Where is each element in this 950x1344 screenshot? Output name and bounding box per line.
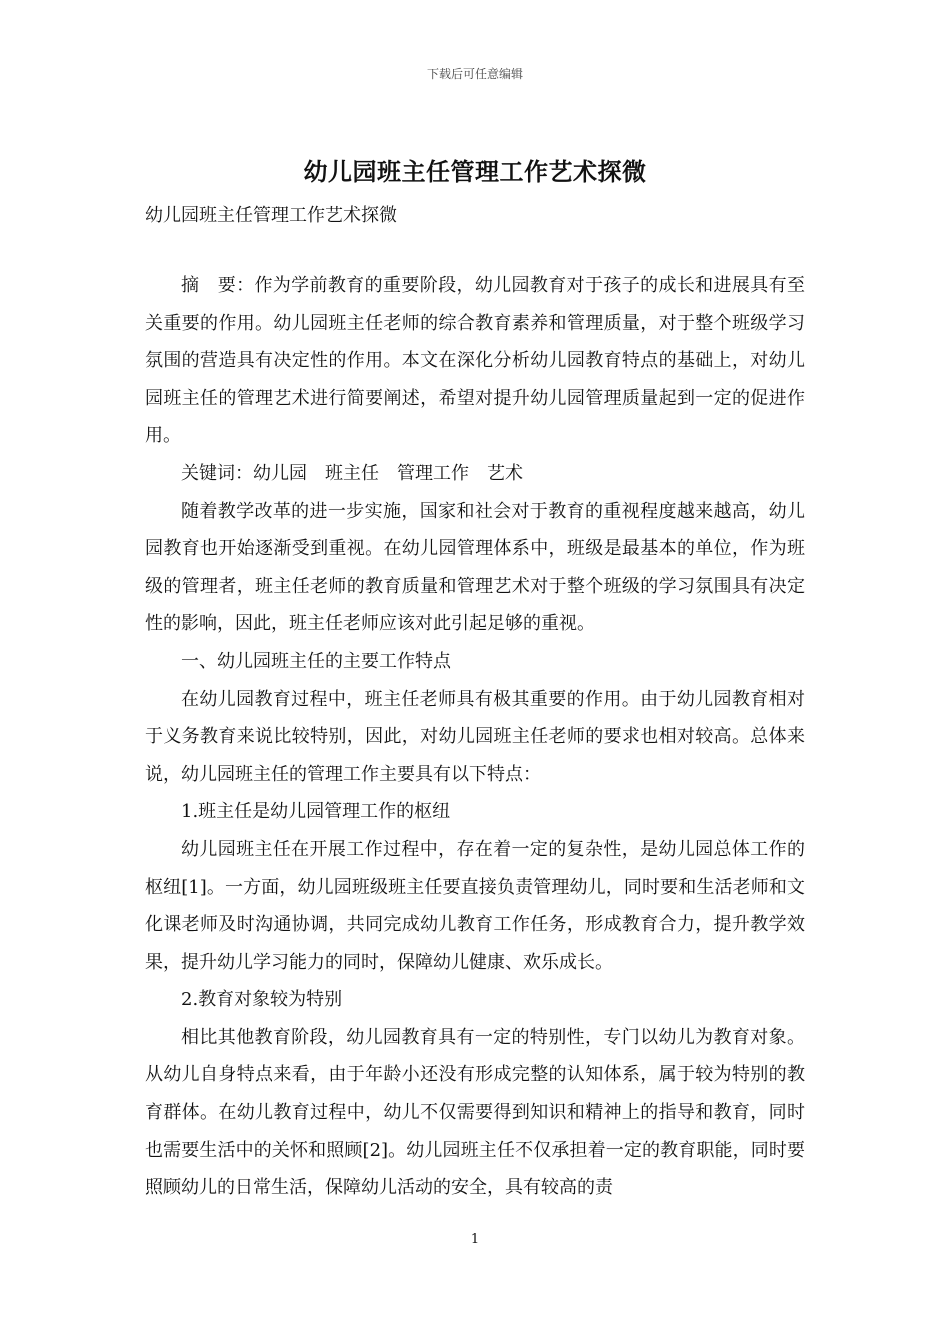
body-paragraph: 在幼儿园教育过程中，班主任老师具有极其重要的作用。由于幼儿园教育相对于义务教育来说比较特别，因此，对幼儿园班主任老师的要求也相对较高。总体来说，幼儿园班主任的管理工作主要具有以下特点：: [145, 688, 805, 785]
body-paragraph: 相比其他教育阶段，幼儿园教育具有一定的特别性，专门以幼儿为教育对象。从幼儿自身特点来看，由于年龄小还没有形成完整的认知体系，属于较为特别的教育群体。在幼儿教育过程中，幼儿不仅需要得到知识和精神上的指导和教育，同时也需要生活中的关怀和照顾[2]。幼儿园班主任不仅承担着一定的教育职能，同时要照顾幼儿的日常生活，保障幼儿活动的安全，具有较高的责: [145, 1026, 805, 1199]
section-heading: 一、幼儿园班主任的主要工作特点: [181, 650, 451, 672]
subsection-heading: 1.班主任是幼儿园管理工作的枢纽: [181, 801, 451, 823]
document-subtitle: 幼儿园班主任管理工作艺术探微: [145, 205, 397, 226]
body-paragraph: 幼儿园班主任在开展工作过程中，存在着一定的复杂性，是幼儿园总体工作的枢纽[1]。一方面，幼儿园班级班主任要直接负责管理幼儿，同时要和生活老师和文化课老师及时沟通协调，共同完成幼儿教育工作任务，形成教育合力，提升教学效果，提升幼儿学习能力的同时，保障幼儿健康、欢乐成长。: [145, 838, 805, 973]
page-number: 1: [470, 1232, 480, 1247]
header-note: 下载后可任意编辑: [426, 67, 523, 81]
subsection-heading: 2.教育对象较为特别: [181, 989, 343, 1011]
document-title: 幼儿园班主任管理工作艺术探微: [303, 157, 647, 186]
document-body: [145, 267, 805, 1207]
keywords-paragraph: 关键词：幼儿园 班主任 管理工作 艺术: [181, 462, 523, 484]
abstract-paragraph: 摘 要：作为学前教育的重要阶段，幼儿园教育对于孩子的成长和进展具有至关重要的作用。幼儿园班主任老师的综合教育素养和管理质量，对于整个班级学习氛围的营造具有决定性的作用。本文在深化分析幼儿园教育特点的基础上，对幼儿园班主任的管理艺术进行简要阐述，希望对提升幼儿园管理质量起到一定的促进作用。: [145, 275, 805, 447]
intro-paragraph: 随着教学改革的进一步实施，国家和社会对于教育的重视程度越来越高，幼儿园教育也开始逐渐受到重视。在幼儿园管理体系中，班级是最基本的单位，作为班级的管理者，班主任老师的教育质量和管理艺术对于整个班级的学习氛围具有决定性的影响，因此，班主任老师应该对此引起足够的重视。: [145, 500, 805, 635]
